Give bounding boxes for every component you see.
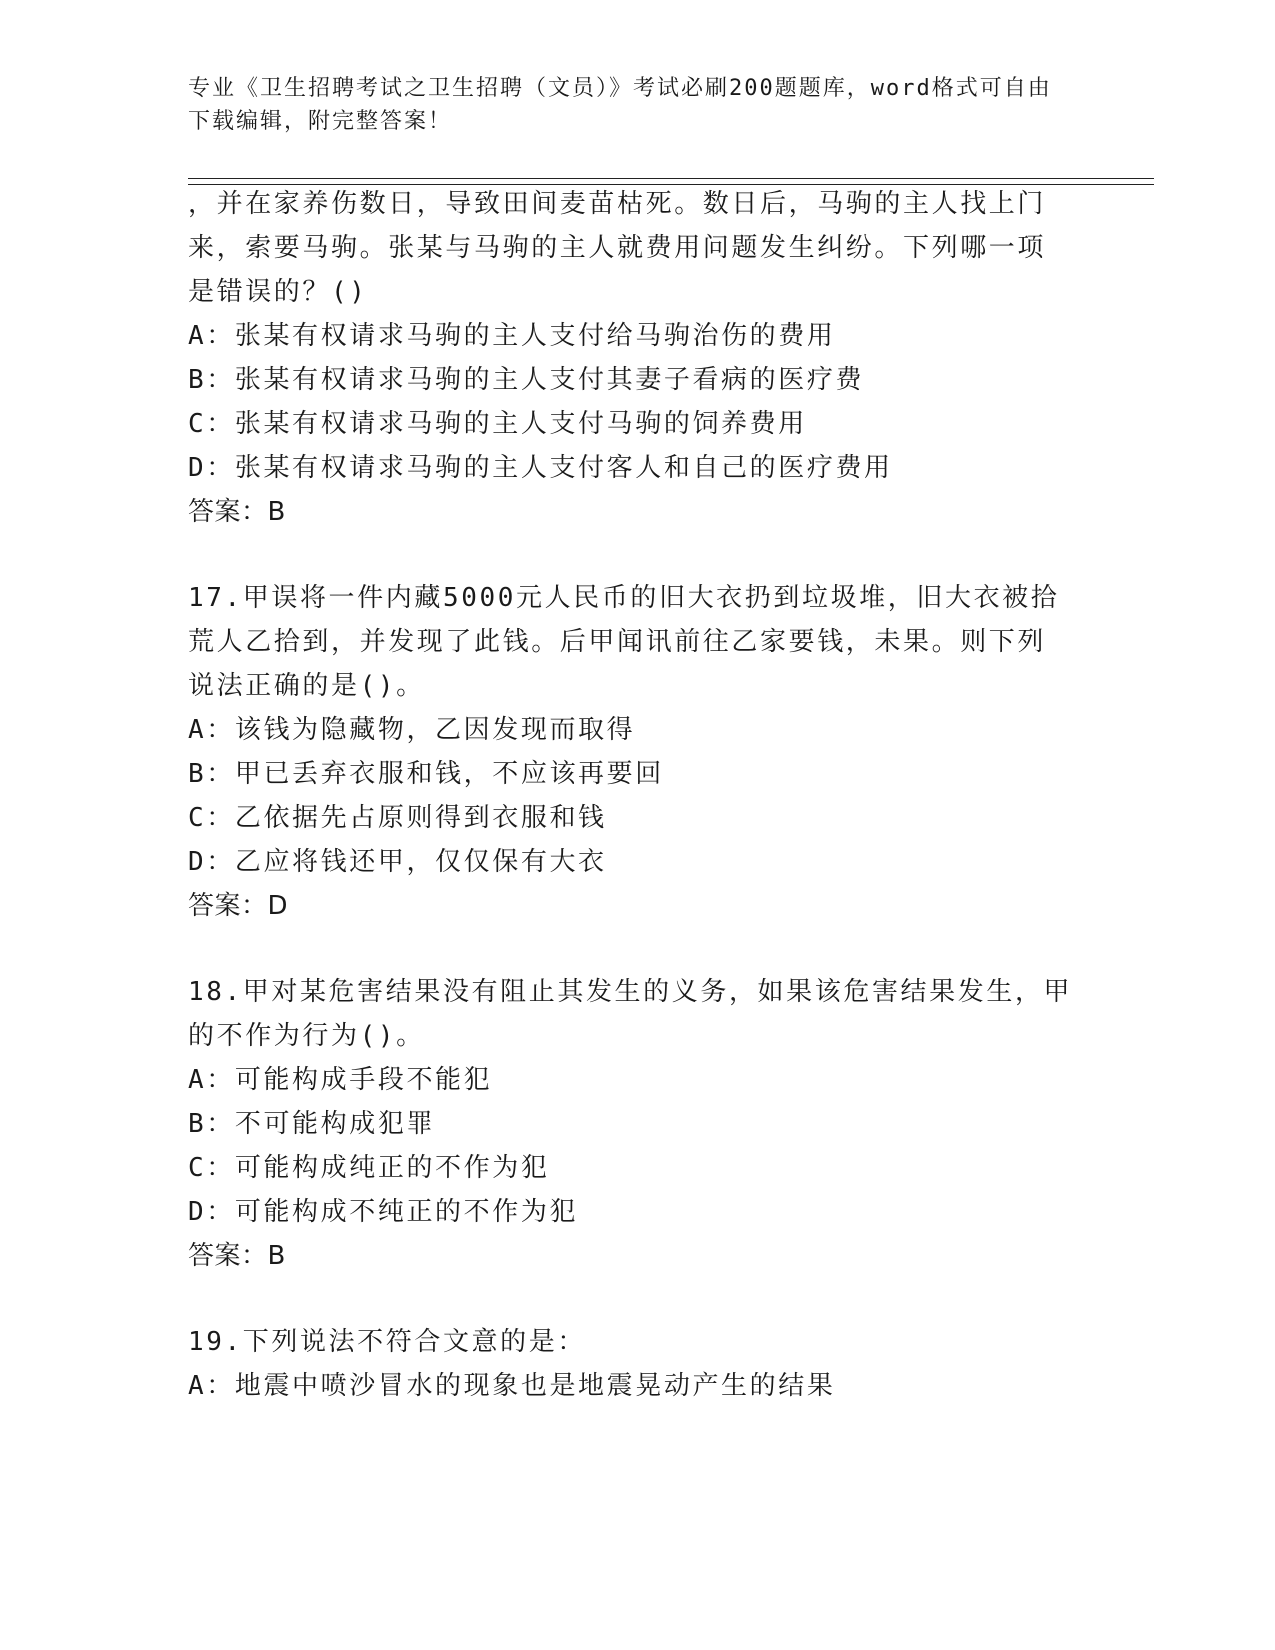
answer-label: 答案：B <box>188 1241 286 1271</box>
question-stem-line: 19.下列说法不符合文意的是： <box>188 1327 586 1357</box>
question-stem-line: 荒人乙拾到，并发现了此钱。后甲闻讯前往乙家要钱，未果。则下列 <box>188 627 1047 657</box>
question-stem-line: ，并在家养伤数日，导致田间麦苗枯死。数日后，马驹的主人找上门 <box>188 189 1047 219</box>
question-stem-line: 是错误的？() <box>188 277 368 307</box>
option-d: D：可能构成不纯正的不作为犯 <box>188 1197 579 1227</box>
option-d: D：张某有权请求马驹的主人支付客人和自己的医疗费用 <box>188 453 893 483</box>
answer-label: 答案：D <box>188 891 289 921</box>
option-c: C：可能构成纯正的不作为犯 <box>188 1153 550 1183</box>
option-c: C：张某有权请求马驹的主人支付马驹的饲养费用 <box>188 409 807 439</box>
option-a: A：张某有权请求马驹的主人支付给马驹治伤的费用 <box>188 321 836 351</box>
question-stem-line: 来，索要马驹。张某与马驹的主人就费用问题发生纠纷。下列哪一项 <box>188 233 1047 263</box>
option-a: A：可能构成手段不能犯 <box>188 1065 493 1095</box>
option-a: A：该钱为隐藏物，乙因发现而取得 <box>188 715 636 745</box>
question-stem-line: 18.甲对某危害结果没有阻止其发生的义务，如果该危害结果发生，甲 <box>188 977 1073 1007</box>
option-a: A：地震中喷沙冒水的现象也是地震晃动产生的结果 <box>188 1371 836 1401</box>
question-stem-line: 说法正确的是()。 <box>188 671 425 701</box>
answer-label: 答案：B <box>188 497 286 527</box>
question-stem-line: 17.甲误将一件内藏5000元人民币的旧大衣扔到垃圾堆，旧大衣被拾 <box>188 583 1060 613</box>
option-d: D：乙应将钱还甲，仅仅保有大衣 <box>188 847 607 877</box>
document-header: 专业《卫生招聘考试之卫生招聘（文员）》考试必刷200题题库，word格式可自由下载编辑，附完整答案！ <box>188 76 1052 134</box>
header-rule-top <box>188 178 1154 179</box>
question-stem-line: 的不作为行为()。 <box>188 1021 425 1051</box>
header-rule-bottom <box>188 184 1154 185</box>
option-c: C：乙依据先占原则得到衣服和钱 <box>188 803 607 833</box>
option-b: B：不可能构成犯罪 <box>188 1109 436 1139</box>
option-b: B：甲已丢弃衣服和钱，不应该再要回 <box>188 759 664 789</box>
option-b: B：张某有权请求马驹的主人支付其妻子看病的医疗费 <box>188 365 865 395</box>
